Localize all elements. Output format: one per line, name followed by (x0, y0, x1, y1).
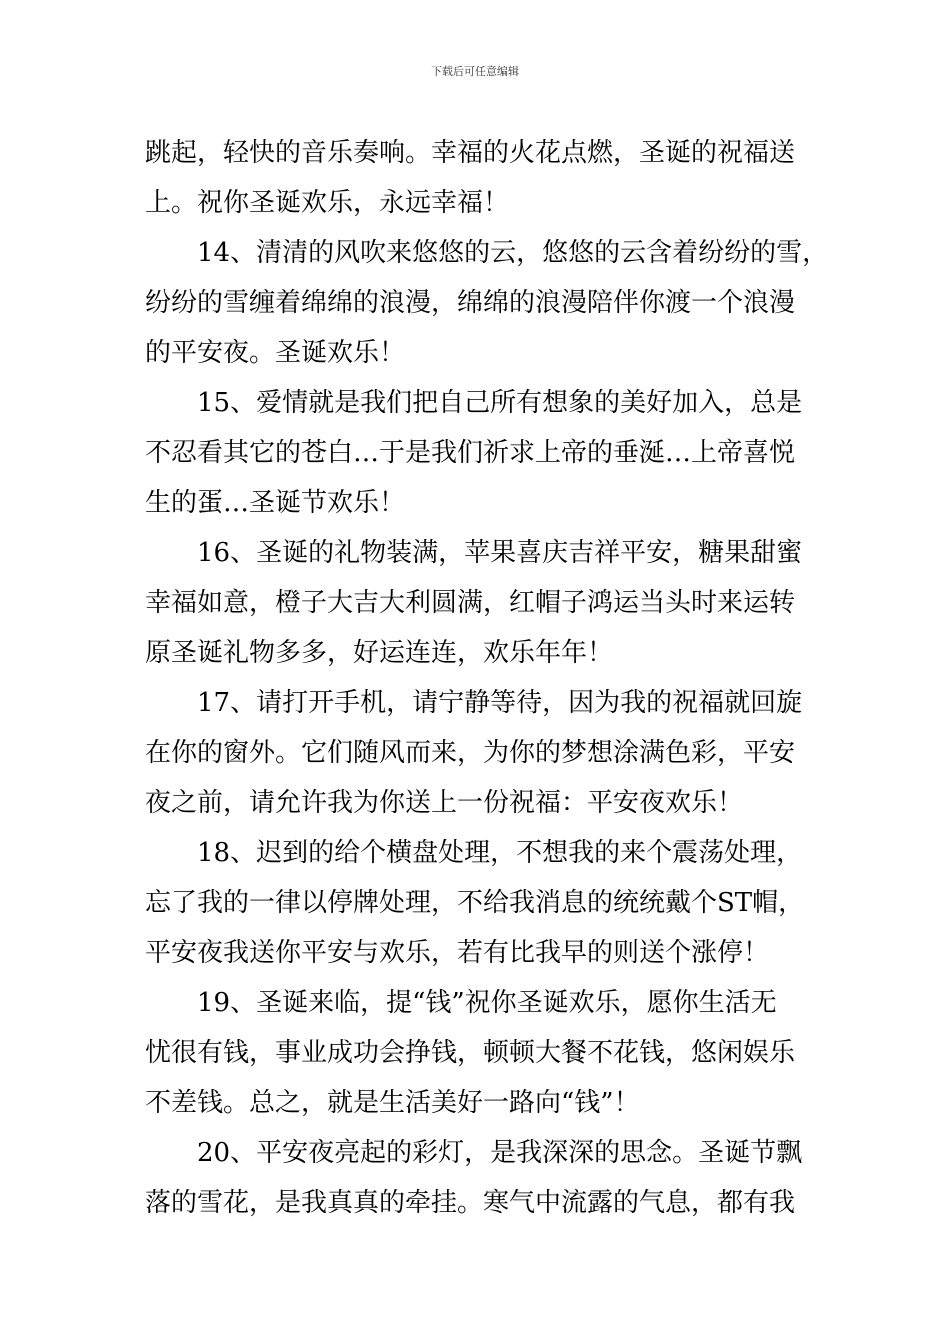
text-line: 原圣诞礼物多多，好运连连，欢乐年年！ (145, 638, 614, 668)
text-line: 平安夜我送你平安与欢乐，若有比我早的则送个涨停！ (145, 938, 770, 968)
text-line: 20、平安夜亮起的彩灯，是我深深的思念。圣诞节飘 (197, 1138, 803, 1168)
text-line: 不忍看其它的苍白…于是我们祈求上帝的垂涎…上帝喜悦 (145, 438, 796, 468)
paragraph-20 (145, 1128, 825, 1228)
text-line: 跳起，轻快的音乐奏响。幸福的火花点燃，圣诞的祝福送 (145, 138, 796, 168)
text-line: 忧很有钱，事业成功会挣钱，顿顿大餐不花钱，悠闲娱乐 (145, 1038, 796, 1068)
paragraph-18 (145, 828, 825, 978)
text-line: 19、圣诞来临，提“钱”祝你圣诞欢乐，愿你生活无 (197, 988, 777, 1018)
text-line: 上。祝你圣诞欢乐，永远幸福！ (145, 188, 510, 218)
text-line: 的平安夜。圣诞欢乐！ (145, 338, 406, 368)
page-header-note: 下载后可任意编辑 (431, 65, 519, 78)
text-line: 幸福如意，橙子大吉大利圆满，红帽子鸿运当头时来运转 (145, 588, 796, 618)
document-body (145, 128, 829, 1228)
text-line: 14、清清的风吹来悠悠的云，悠悠的云含着纷纷的雪， (197, 238, 829, 268)
text-line: 15、爱情就是我们把自己所有想象的美好加入，总是 (197, 388, 803, 418)
text-line: 纷纷的雪缠着绵绵的浪漫，绵绵的浪漫陪伴你渡一个浪漫 (145, 288, 796, 318)
text-line: 生的蛋…圣诞节欢乐！ (145, 488, 406, 518)
paragraph-15 (145, 378, 825, 528)
text-line: 在你的窗外。它们随风而来，为你的梦想涂满色彩，平安 (145, 738, 796, 768)
paragraph-14 (145, 228, 829, 378)
paragraph-17 (145, 678, 825, 828)
text-line: 16、圣诞的礼物装满，苹果喜庆吉祥平安，糖果甜蜜 (197, 538, 803, 568)
text-line: 17、请打开手机，请宁静等待，因为我的祝福就回旋 (197, 688, 803, 718)
paragraph-16 (145, 528, 825, 678)
paragraph-19 (145, 978, 825, 1128)
text-line: 不差钱。总之，就是生活美好一路向“钱”！ (145, 1088, 640, 1118)
text-line: 18、迟到的给个横盘处理，不想我的来个震荡处理， (197, 838, 803, 868)
text-line: 夜之前，请允许我为你送上一份祝福：平安夜欢乐！ (145, 788, 744, 818)
text-line: 落的雪花，是我真真的牵挂。寒气中流露的气息，都有我 (145, 1188, 796, 1218)
text-line: 忘了我的一律以停牌处理，不给我消息的统统戴个ST帽， (145, 888, 805, 918)
paragraph-continuation (145, 128, 825, 228)
